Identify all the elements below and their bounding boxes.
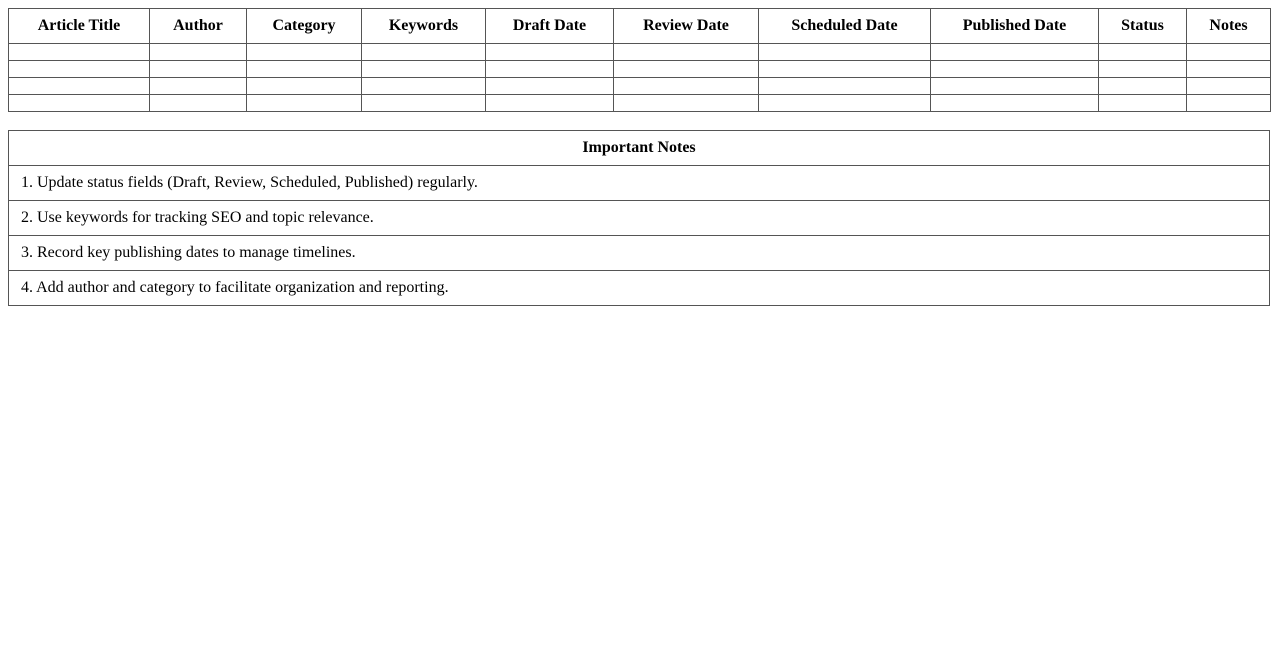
table-cell[interactable] <box>1099 61 1187 78</box>
notes-title: Important Notes <box>9 131 1270 166</box>
column-header-category: Category <box>247 9 362 44</box>
table-cell[interactable] <box>614 44 759 61</box>
table-cell[interactable] <box>1099 44 1187 61</box>
table-cell[interactable] <box>931 78 1099 95</box>
note-row <box>9 236 1270 271</box>
table-cell[interactable] <box>1187 44 1271 61</box>
table-cell[interactable] <box>1099 95 1187 112</box>
table-cell[interactable] <box>759 95 931 112</box>
table-cell[interactable] <box>247 61 362 78</box>
column-header-notes: Notes <box>1187 9 1271 44</box>
table-cell[interactable] <box>486 78 614 95</box>
table-cell[interactable] <box>486 44 614 61</box>
note-item-3: 3. Record key publishing dates to manage timelines. <box>9 236 1270 271</box>
column-header-scheduled-date: Scheduled Date <box>759 9 931 44</box>
table-cell[interactable] <box>362 44 486 61</box>
column-header-review-date: Review Date <box>614 9 759 44</box>
column-header-published-date: Published Date <box>931 9 1099 44</box>
table-cell[interactable] <box>150 78 247 95</box>
table-cell[interactable] <box>931 61 1099 78</box>
table-cell[interactable] <box>150 95 247 112</box>
table-cell[interactable] <box>247 78 362 95</box>
header-row <box>9 9 1271 44</box>
table-cell[interactable] <box>931 44 1099 61</box>
table-cell[interactable] <box>614 61 759 78</box>
table-cell[interactable] <box>486 95 614 112</box>
table-cell[interactable] <box>759 61 931 78</box>
column-header-article-title: Article Title <box>9 9 150 44</box>
table-cell[interactable] <box>759 78 931 95</box>
table-cell[interactable] <box>759 44 931 61</box>
note-item-1: 1. Update status fields (Draft, Review, Scheduled, Published) regularly. <box>9 166 1270 201</box>
table-cell[interactable] <box>9 78 150 95</box>
table-cell[interactable] <box>247 44 362 61</box>
table-cell[interactable] <box>1187 95 1271 112</box>
column-header-status: Status <box>1099 9 1187 44</box>
table-cell[interactable] <box>614 78 759 95</box>
table-cell[interactable] <box>486 61 614 78</box>
column-header-author: Author <box>150 9 247 44</box>
table-cell[interactable] <box>1187 78 1271 95</box>
tracker-body <box>9 44 1271 112</box>
note-item-4: 4. Add author and category to facilitate organization and reporting. <box>9 271 1270 306</box>
table-row <box>9 44 1271 61</box>
note-row <box>9 166 1270 201</box>
notes-header-row <box>9 131 1270 166</box>
table-cell[interactable] <box>1099 78 1187 95</box>
table-cell[interactable] <box>150 44 247 61</box>
column-header-draft-date: Draft Date <box>486 9 614 44</box>
table-cell[interactable] <box>614 95 759 112</box>
table-cell[interactable] <box>9 44 150 61</box>
table-cell[interactable] <box>9 61 150 78</box>
table-cell[interactable] <box>150 61 247 78</box>
note-row <box>9 271 1270 306</box>
note-row <box>9 201 1270 236</box>
table-cell[interactable] <box>362 78 486 95</box>
table-cell[interactable] <box>1187 61 1271 78</box>
table-cell[interactable] <box>931 95 1099 112</box>
column-header-keywords: Keywords <box>362 9 486 44</box>
note-item-2: 2. Use keywords for tracking SEO and topic relevance. <box>9 201 1270 236</box>
table-row <box>9 95 1271 112</box>
table-cell[interactable] <box>247 95 362 112</box>
table-row <box>9 78 1271 95</box>
table-cell[interactable] <box>9 95 150 112</box>
table-row <box>9 61 1271 78</box>
table-cell[interactable] <box>362 61 486 78</box>
important-notes-table <box>8 130 1270 306</box>
table-cell[interactable] <box>362 95 486 112</box>
article-tracker-table <box>8 8 1271 112</box>
